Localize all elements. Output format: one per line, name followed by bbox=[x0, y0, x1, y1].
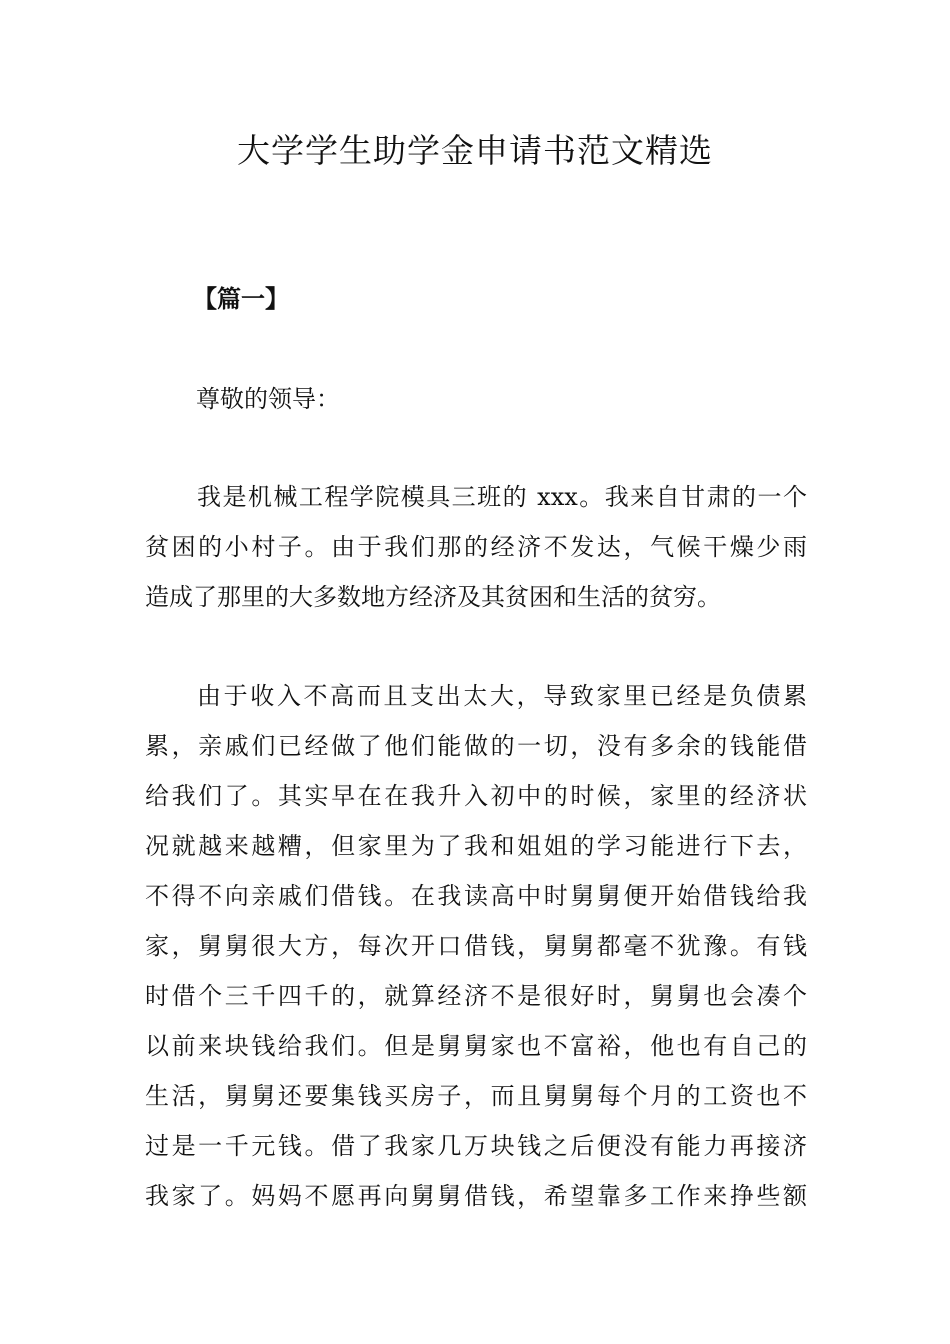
paragraph-line: 造成了那里的大多数地方经济及其贫困和生活的贫穷。 bbox=[145, 583, 721, 611]
document-title: 大学学生助学金申请书范文精选 bbox=[237, 131, 713, 170]
paragraph-line: 不得不向亲戚们借钱。在我读高中时舅舅便开始借钱给我 bbox=[145, 882, 807, 910]
paragraph-line: 累，亲戚们已经做了他们能做的一切，没有多余的钱能借 bbox=[145, 732, 807, 760]
paragraph-line: 由于收入不高而且支出太大，导致家里已经是负债累 bbox=[197, 682, 807, 710]
paragraph-line: 生活，舅舅还要集钱买房子，而且舅舅每个月的工资也不 bbox=[145, 1082, 807, 1110]
paragraph-line: 过是一千元钱。借了我家几万块钱之后便没有能力再接济 bbox=[145, 1132, 807, 1160]
paragraph-line: 我家了。妈妈不愿再向舅舅借钱，希望靠多工作来挣些额 bbox=[145, 1182, 807, 1210]
paragraph-2 bbox=[145, 671, 807, 1221]
paragraph-line: 贫困的小村子。由于我们那的经济不发达，气候干燥少雨 bbox=[145, 533, 807, 561]
salutation: 尊敬的领导： bbox=[196, 385, 340, 413]
section-label: 【篇一】 bbox=[193, 284, 289, 313]
paragraph-line: 时借个三千四千的，就算经济不是很好时，舅舅也会凑个 bbox=[145, 982, 807, 1010]
paragraph-line: 以前来块钱给我们。但是舅舅家也不富裕，他也有自己的 bbox=[145, 1032, 807, 1060]
paragraph-line: 给我们了。其实早在在我升入初中的时候，家里的经济状 bbox=[145, 782, 807, 810]
paragraph-1 bbox=[145, 472, 807, 622]
paragraph-line: 家，舅舅很大方，每次开口借钱，舅舅都毫不犹豫。有钱 bbox=[145, 932, 807, 960]
paragraph-line: 我是机械工程学院模具三班的 xxx。我来自甘肃的一个 bbox=[197, 483, 807, 511]
paragraph-line: 况就越来越糟，但家里为了我和姐姐的学习能进行下去， bbox=[145, 832, 807, 860]
